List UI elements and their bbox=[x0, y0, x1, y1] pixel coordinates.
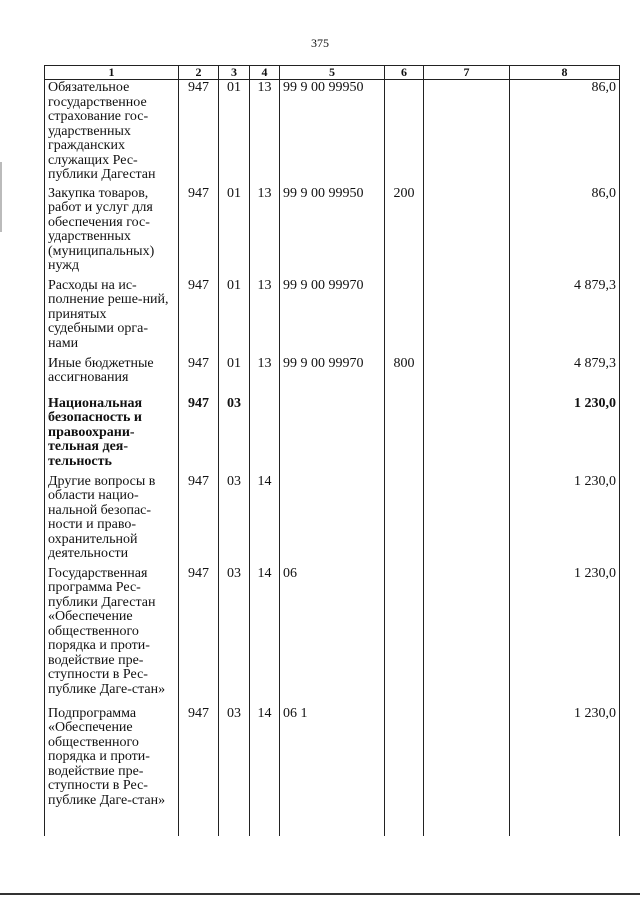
row-name: Расходы на ис-полнение реше-ний, принятых судебными орга-нами bbox=[45, 278, 179, 356]
header-col-8: 8 bbox=[510, 66, 620, 80]
row-section: 03 bbox=[219, 474, 250, 566]
row-subsection: 13 bbox=[250, 278, 280, 356]
row-section: 01 bbox=[219, 80, 250, 186]
row-subsection: 14 bbox=[250, 474, 280, 566]
row-section: 01 bbox=[219, 356, 250, 396]
header-col-3: 3 bbox=[219, 66, 250, 80]
row-section: 03 bbox=[219, 566, 250, 706]
scan-bottom-edge bbox=[0, 893, 640, 895]
row-amount: 4 879,3 bbox=[510, 278, 620, 356]
row-expense-type: 200 bbox=[385, 186, 424, 278]
row-name: Государственная программа Рес-публики Дагестан «Обеспечение общественного порядка и проти-водействие пре-ступности в Рес-публике Даге-стан» bbox=[45, 566, 179, 706]
header-col-6: 6 bbox=[385, 66, 424, 80]
row-expense-type bbox=[385, 80, 424, 186]
row-amount: 86,0 bbox=[510, 80, 620, 186]
row-subsection: 13 bbox=[250, 186, 280, 278]
row-target-article: 99 9 00 99950 bbox=[280, 186, 385, 278]
row-subsection: 14 bbox=[250, 566, 280, 706]
row-name: Обязательное государственное страхование гос-ударственных гражданских служащих Рес-публики Дагестан bbox=[45, 80, 179, 186]
scan-margin-mark bbox=[0, 162, 2, 232]
table-row bbox=[45, 186, 620, 278]
budget-table bbox=[44, 65, 620, 836]
header-col-7: 7 bbox=[424, 66, 510, 80]
row-subsection bbox=[250, 396, 280, 474]
row-ministry-code: 947 bbox=[179, 278, 219, 356]
table-row bbox=[45, 706, 620, 836]
row-ministry-code: 947 bbox=[179, 566, 219, 706]
row-expense-type: 800 bbox=[385, 356, 424, 396]
header-col-5: 5 bbox=[280, 66, 385, 80]
row-ministry-code: 947 bbox=[179, 474, 219, 566]
row-expense-type bbox=[385, 278, 424, 356]
row-amount: 86,0 bbox=[510, 186, 620, 278]
row-amount: 4 879,3 bbox=[510, 356, 620, 396]
row-name: Иные бюджетные ассигнования bbox=[45, 356, 179, 396]
row-target-article: 99 9 00 99970 bbox=[280, 356, 385, 396]
row-expense-type bbox=[385, 706, 424, 836]
page-number: 375 bbox=[311, 36, 329, 50]
row-ministry-code: 947 bbox=[179, 80, 219, 186]
row-expense-type bbox=[385, 474, 424, 566]
row-subsection: 14 bbox=[250, 706, 280, 836]
row-target-article bbox=[280, 396, 385, 474]
row-subsection: 13 bbox=[250, 356, 280, 396]
row-section: 03 bbox=[219, 396, 250, 474]
row-target-article: 99 9 00 99950 bbox=[280, 80, 385, 186]
row-expense-type bbox=[385, 566, 424, 706]
header-row bbox=[45, 66, 620, 80]
row-expense-type bbox=[385, 396, 424, 474]
row-ministry-code: 947 bbox=[179, 396, 219, 474]
row-name: Подпрограмма «Обеспечение общественного порядка и проти-водействие пре-ступности в Рес-публике Даге-стан» bbox=[45, 706, 179, 836]
row-ministry-code: 947 bbox=[179, 356, 219, 396]
row-section: 01 bbox=[219, 186, 250, 278]
row-target-article: 06 1 bbox=[280, 706, 385, 836]
row-col-7 bbox=[424, 566, 510, 706]
row-col-7 bbox=[424, 80, 510, 186]
row-target-article: 06 bbox=[280, 566, 385, 706]
row-ministry-code: 947 bbox=[179, 186, 219, 278]
row-target-article bbox=[280, 474, 385, 566]
row-target-article: 99 9 00 99970 bbox=[280, 278, 385, 356]
row-amount: 1 230,0 bbox=[510, 474, 620, 566]
header-col-2: 2 bbox=[179, 66, 219, 80]
table-row bbox=[45, 356, 620, 396]
row-subsection: 13 bbox=[250, 80, 280, 186]
row-amount: 1 230,0 bbox=[510, 706, 620, 836]
row-col-7 bbox=[424, 706, 510, 836]
header-col-1: 1 bbox=[45, 66, 179, 80]
row-section: 03 bbox=[219, 706, 250, 836]
table-row-section-total bbox=[45, 396, 620, 474]
table-row bbox=[45, 80, 620, 186]
row-ministry-code: 947 bbox=[179, 706, 219, 836]
row-name: Другие вопросы в области нацио-нальной безопас-ности и право-охранительной деятельности bbox=[45, 474, 179, 566]
row-col-7 bbox=[424, 356, 510, 396]
table-row bbox=[45, 474, 620, 566]
row-col-7 bbox=[424, 186, 510, 278]
table-row bbox=[45, 566, 620, 706]
row-amount: 1 230,0 bbox=[510, 396, 620, 474]
row-col-7 bbox=[424, 396, 510, 474]
table-row bbox=[45, 278, 620, 356]
row-name: Национальная безопасность и правоохрани-тельная дея-тельность bbox=[45, 396, 179, 474]
row-name: Закупка товаров, работ и услуг для обеспечения гос-ударственных (муниципальных) нужд bbox=[45, 186, 179, 278]
header-col-4: 4 bbox=[250, 66, 280, 80]
row-amount: 1 230,0 bbox=[510, 566, 620, 706]
row-col-7 bbox=[424, 278, 510, 356]
row-section: 01 bbox=[219, 278, 250, 356]
row-col-7 bbox=[424, 474, 510, 566]
